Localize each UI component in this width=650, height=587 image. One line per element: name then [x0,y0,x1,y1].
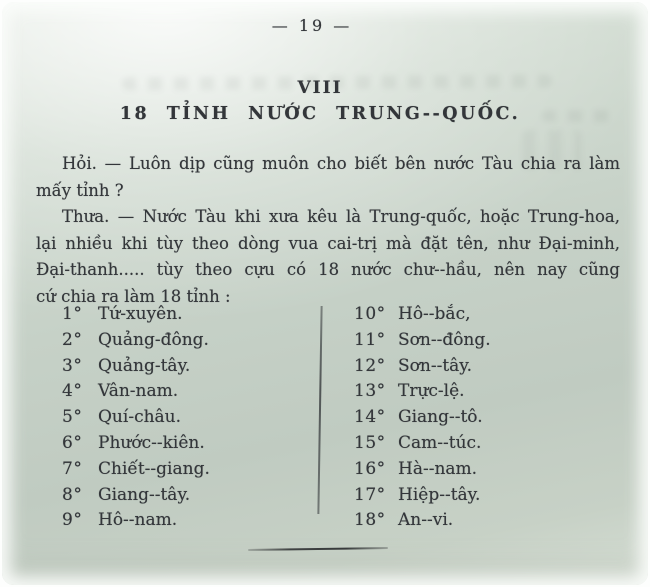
list-item [62,457,312,483]
item-name: Vân-nam. [98,381,179,402]
item-number: 9° [62,510,83,531]
list-item [354,431,604,457]
question-paragraph [36,151,620,204]
item-name: Giang--tô. [398,407,483,428]
item-name: Sơn--đông. [398,329,491,350]
item-number: 14° [354,407,386,428]
item-name: Hô--bắc, [398,304,471,324]
item-number: 11° [354,329,386,350]
item-number: 12° [354,355,386,376]
paragraph-line: mấy tỉnh ? [36,180,124,200]
list-item [354,328,604,354]
item-number: 13° [354,381,386,402]
list-item [354,354,604,380]
paragraph-line: Hỏi. — Luôn dịp cũng muôn cho biết bên nước Tàu chia ra làm [62,154,620,173]
paragraph-line: Đại-thanh..... tùy theo cựu có 18 nước chư--hầu, nên nay cũng [36,260,620,279]
chapter-title: 18 TỈNH NƯỚC TRUNG--QUỐC. [119,104,521,124]
item-name: Phước--kiên. [98,432,205,453]
item-number: 4° [62,381,83,402]
paragraph-line: lại nhiều khi tùy theo dòng vua cai-trị mà đặt tên, như Đại-minh, [36,233,620,253]
list-item [354,302,604,328]
item-name: Hô--nam. [98,510,178,531]
item-name: Quí-châu. [98,407,182,428]
item-number: 17° [354,484,386,505]
item-number: 3° [62,355,83,376]
footer-rule [248,547,388,551]
provinces-left-column [62,302,312,534]
list-item [62,379,312,405]
item-number: 1° [62,304,83,324]
item-number: 7° [62,458,83,479]
item-name: Sơn--tây. [398,355,473,376]
book-page [2,2,648,585]
item-name: An--vi. [398,510,454,531]
answer-paragraph [36,204,620,310]
item-number: 16° [354,458,386,479]
item-name: Hà--nam. [398,458,478,479]
list-item [62,354,312,380]
page-number: — 19 — [271,16,353,35]
column-divider [317,306,322,514]
item-name: Quảng-tây. [98,355,191,376]
item-name: Quảng-đông. [98,329,209,350]
item-name: Hiệp--tây. [398,484,481,505]
item-name: Tứ-xuyên. [98,304,183,324]
item-number: 18° [354,510,386,531]
item-number: 8° [62,484,83,505]
item-number: 5° [62,407,83,428]
list-item [354,379,604,405]
item-name: Chiết--giang. [98,458,210,479]
item-number: 10° [354,304,386,324]
list-item [62,483,312,509]
item-number: 6° [62,432,83,453]
paragraph-line: Thưa. — Nước Tàu khi xưa kêu là Trung-quốc, hoặc Trung-hoa, [62,207,620,226]
list-item [354,508,604,534]
paragraph-line: cứ chia ra làm 18 tỉnh : [36,286,231,306]
provinces-right-column [354,302,604,534]
item-number: 2° [62,329,83,350]
item-name: Trực-lệ. [398,381,465,402]
list-item [354,457,604,483]
item-name: Giang--tây. [98,484,191,505]
list-item [62,328,312,354]
list-item [354,405,604,431]
item-number: 15° [354,432,386,453]
list-item [62,405,312,431]
list-item [354,483,604,509]
list-item [62,508,312,534]
list-item [62,431,312,457]
list-item [62,302,312,328]
section-number: VIII [297,78,343,98]
item-name: Cam--túc. [398,432,482,453]
